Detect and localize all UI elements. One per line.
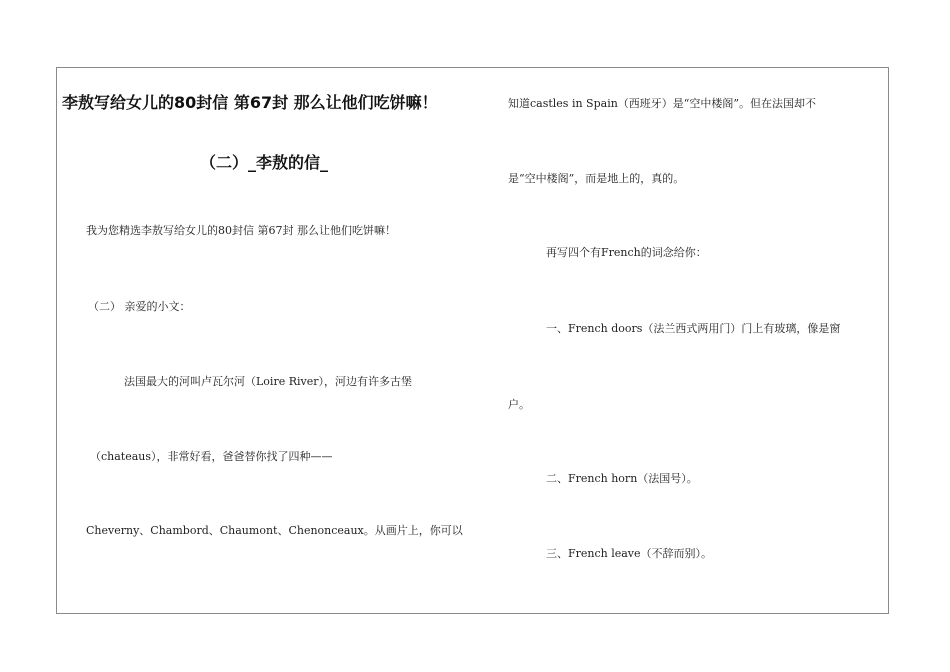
left-paragraph-line-3: 法国最大的河叫卢瓦尔河（Loire River），河边有许多古堡 (124, 375, 412, 388)
document-title: 李敖写给女儿的80封信 第67封 那么让他们吃饼嘛！ (62, 93, 438, 112)
left-paragraph-line-4: （chateaus），非常好看，爸爸替你找了四种—— (90, 450, 333, 463)
right-paragraph-line-7: 三、French leave（不辞而别）。 (546, 547, 713, 560)
right-paragraph-line-2: 是“空中楼阁”，而是地上的，真的。 (508, 172, 685, 185)
left-paragraph-line-5: Cheverny、Chambord、Chaumont、Chenonceaux。从画片上，你可以 (86, 524, 463, 537)
right-paragraph-line-5: 户。 (508, 398, 530, 411)
left-paragraph-line-2: （二） 亲爱的小文： (88, 300, 191, 313)
right-paragraph-line-1: 知道castles in Spain（西班牙）是“空中楼阁”。但在法国却不 (508, 97, 817, 110)
left-paragraph-line-1: 我为您精选李敖写给女儿的80封信 第67封 那么让他们吃饼嘛！ (86, 224, 396, 237)
document-subtitle: （二）_李敖的信_ (200, 153, 329, 172)
right-paragraph-line-6: 二、French horn（法国号）。 (546, 472, 698, 485)
right-paragraph-line-4: 一、French doors（法兰西式两用门）门上有玻璃，像是窗 (546, 322, 841, 335)
right-paragraph-line-3: 再写四个有French的词念给你： (546, 246, 707, 259)
